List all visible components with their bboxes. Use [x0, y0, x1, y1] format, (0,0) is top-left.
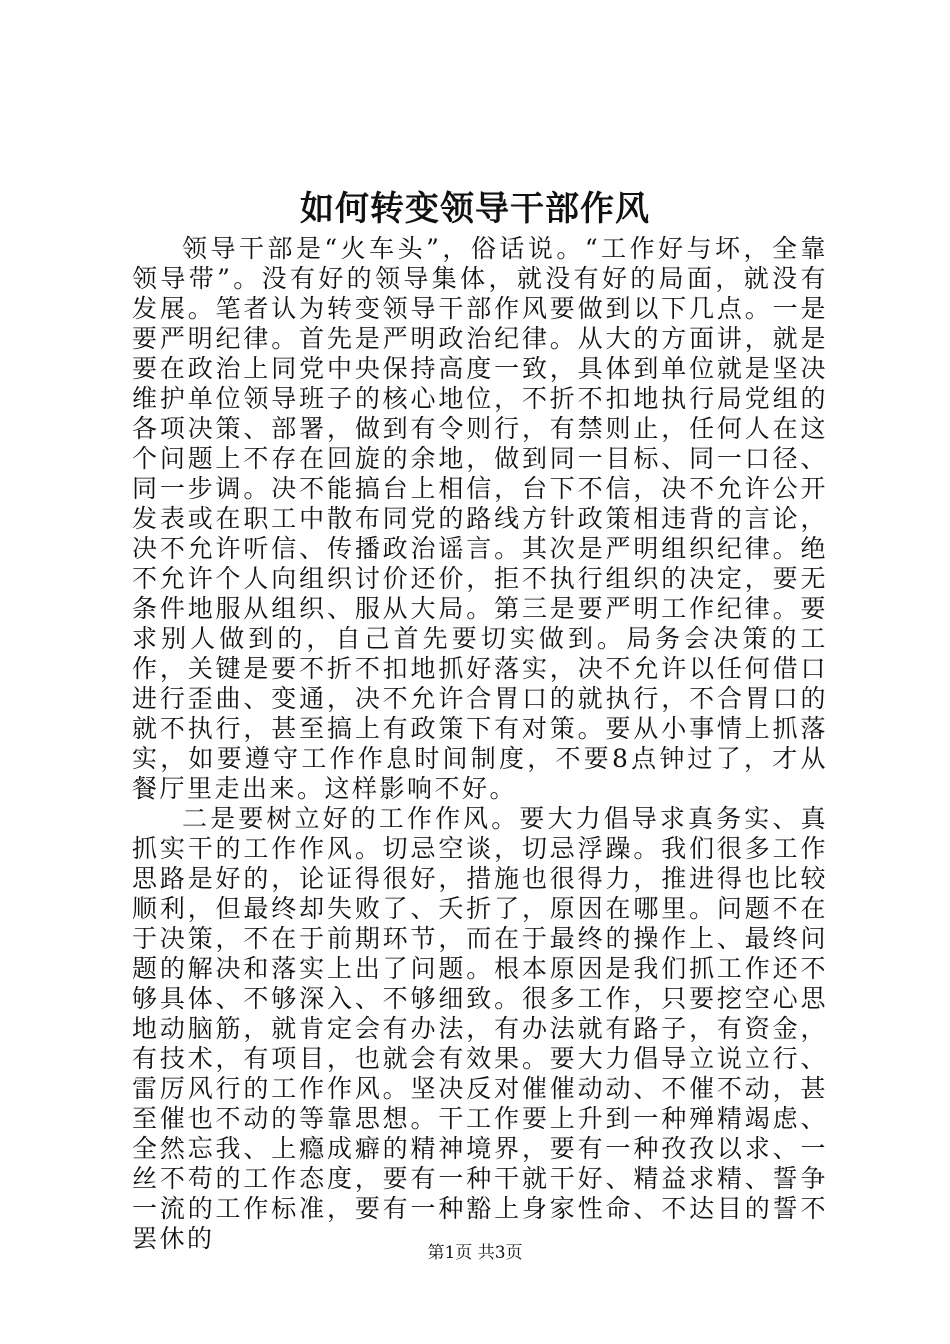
page-footer: 第1页 共3页: [427, 1243, 523, 1263]
paragraph-1: 领导干部是“火车头”，俗话说。“工作好与坏，全靠领导带”。没有好的领导集体，就没有好的局面，就没有发展。笔者认为转变领导干部作风要做到以下几点。一是要严明纪律。首先是严明政治纪律。从大的方面讲，就是要在政治上同党中央保持高度一致，具体到单位就是坚决维护单位领导班子的核心地位，不折不扣地执行局党组的各项决策、部署，做到有令则行，有禁则止，任何人在这个问题上不存在回旋的余地，做到同一目标、同一口径、同一步调。决不能搞台上相信，台下不信，决不允许公开发表或在职工中散布同党的路线方针政策相违背的言论，决不允许听信、传播政治谣言。其次是严明组织纪律。绝不允许个人向组织讨价还价，拒不执行组织的决定，要无条件地服从组织、服从大局。第三是要严明工作纪律。要求别人做到的，自己首先要切实做到。局务会决策的工作，关键是要不折不扣地抓好落实，决不允许以任何借口进行歪曲、变通，决不允许合胃口的就执行，不合胃口的就不执行，甚至搞上有政策下有对策。要从小事情上抓落实，如要遵守工作作息时间制度，不要8点钟过了，才从餐厅里走出来。这样影响不好。: [132, 234, 828, 803]
paragraph-2: 二是要树立好的工作作风。要大力倡导求真务实、真抓实干的工作作风。切忌空谈，切忌浮躁。我们很多工作思路是好的，论证得很好，措施也很得力，推进得也比较顺利，但最终却失败了、夭折了，原因在哪里。问题不在于决策，不在于前期环节，而在于最终的操作上、最终问题的解决和落实上出了问题。根本原因是我们抓工作还不够具体、不够深入、不够细致。很多工作，只要挖空心思地动脑筋，就肯定会有办法，有办法就有路子，有资金，有技术，有项目，也就会有效果。要大力倡导立说立行、雷厉风行的工作作风。坚决反对催催动动、不催不动，甚至催也不动的等靠思想。干工作要上升到一种殚精竭虑、全然忘我、上瘾成癖的精神境界，要有一种孜孜以求、一丝不苟的工作态度，要有一种干就干好、精益求精、誓争一流的工作标准，要有一种豁上身家性命、不达目的誓不罢休的: [132, 804, 828, 1253]
document-body: [132, 234, 828, 1254]
document-title: 如何转变领导干部作风: [300, 189, 650, 229]
